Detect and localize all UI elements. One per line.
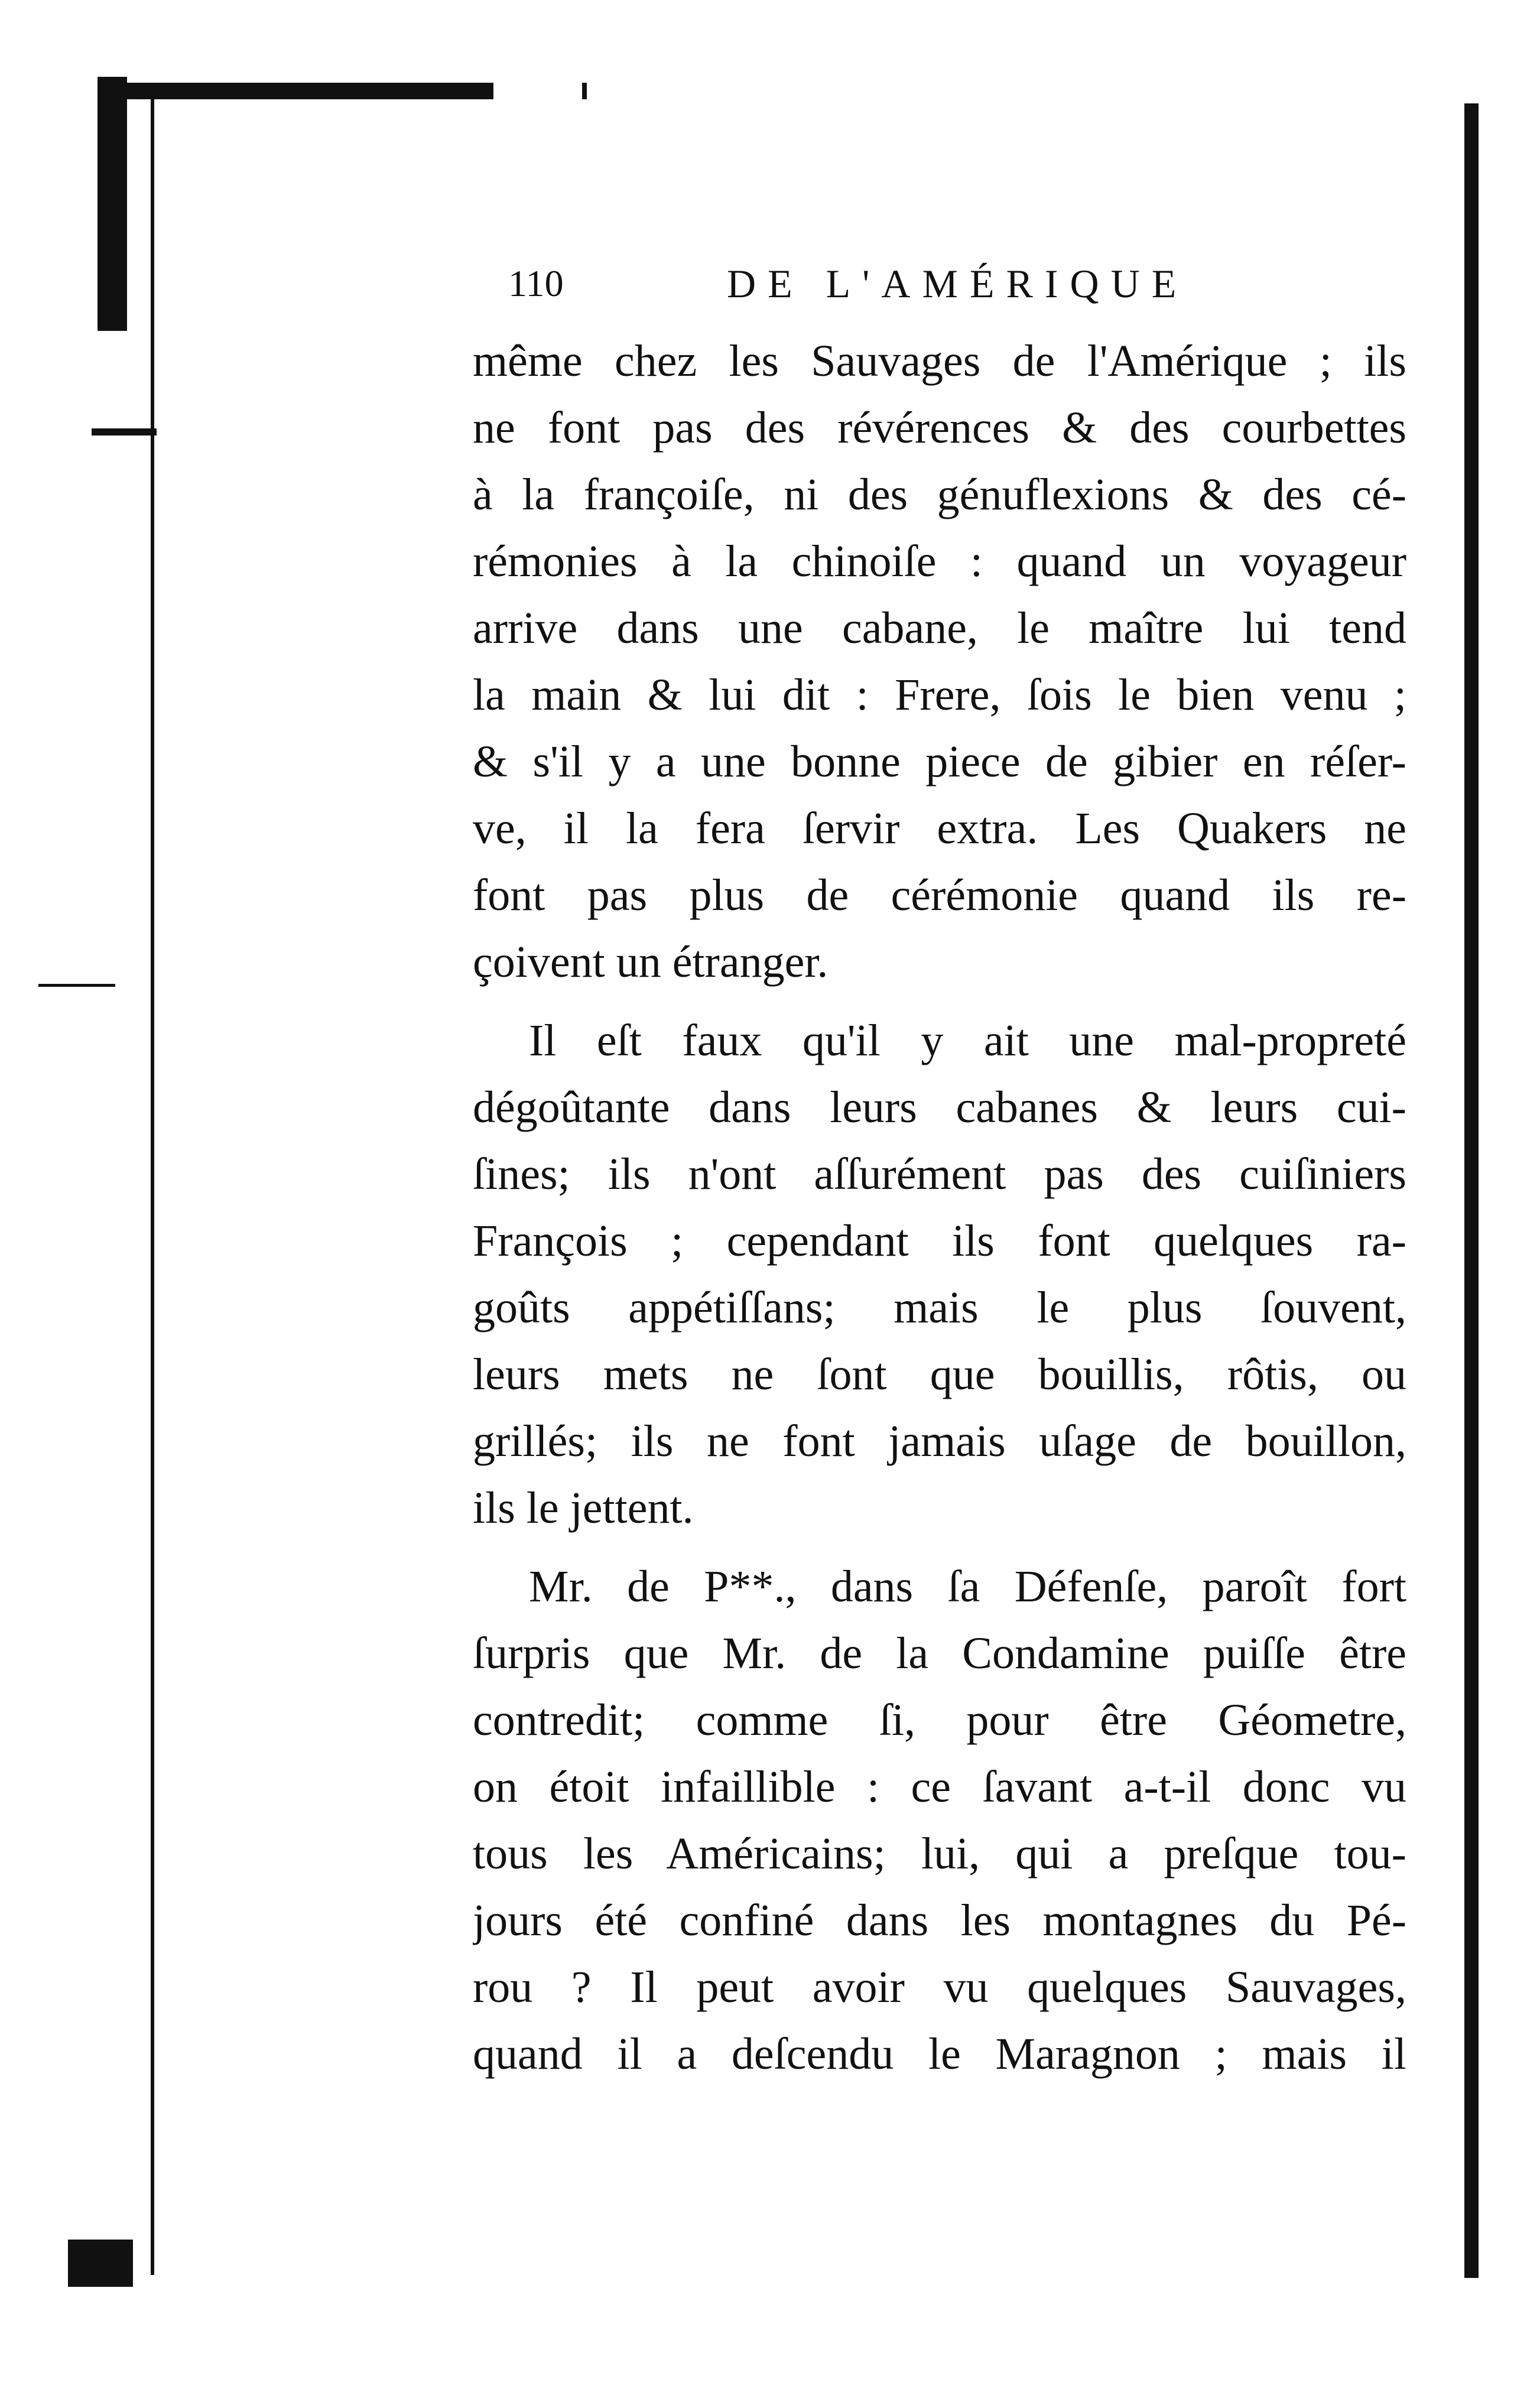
text-line: même chez les Sauvages de l'Amérique ; ils [473,336,1406,386]
text-line: quand il a deſcendu le Maragnon ; mais il [473,2029,1406,2079]
text-line: leurs mets ne ſont que bouillis, rôtis, ou [473,1350,1406,1399]
paragraph-2 [473,1008,1406,1542]
text-line: tous les Américains; lui, qui a preſque tou- [473,1829,1406,1878]
scan-edge-right-bar [1464,103,1479,2278]
text-line: arrive dans une cabane, le maître lui tend [473,603,1406,653]
paragraph-gap [473,996,1406,1008]
text-line: ſurpris que Mr. de la Condamine puiſſe être [473,1629,1406,1678]
text-line: ne font pas des révérences & des courbettes [473,403,1406,453]
text-line: font pas plus de cérémonie quand ils re- [473,870,1406,920]
paragraph-3 [473,1554,1406,2088]
scan-edge-left-mark [92,428,157,436]
paragraph-1 [473,328,1406,996]
text-line: ve, il la fera ſervir extra. Les Quakers ne [473,804,1406,853]
page-number: 110 [508,262,564,304]
scan-edge-top-rule [98,83,493,99]
page-header [508,260,1276,307]
scan-edge-left-bottom [68,2240,133,2287]
text-line: rémonies à la chinoiſe : quand un voyageur [473,537,1406,586]
text-line: Il eſt faux qu'il y ait une mal-propreté [529,1016,1406,1065]
text-line: grillés; ils ne font jamais uſage de bouillon, [473,1416,1406,1466]
text-line: François ; cependant ils font quelques ra- [473,1216,1406,1266]
running-head: DE L'AMÉRIQUE [727,261,1188,306]
text-line: on étoit infaillible : ce ſavant a-t-il donc vu [473,1762,1406,1812]
scan-edge-left-tick [38,984,115,987]
text-line: contredit; comme ſi, pour être Géometre, [473,1695,1406,1745]
text-line: à la françoiſe, ni des génuflexions & des cé- [473,470,1406,519]
text-line: & s'il y a une bonne piece de gibier en réſer- [473,737,1406,786]
text-body [473,328,1406,2079]
text-line: rou ? Il peut avoir vu quelques Sauvages, [473,1962,1406,2012]
scan-edge-left-thin [151,89,154,2275]
text-line: goûts appétiſſans; mais le plus ſouvent, [473,1283,1406,1332]
text-line: la main & lui dit : Frere, ſois le bien venu ; [473,670,1406,720]
paragraph-gap [473,1542,1406,1554]
text-line: dégoûtante dans leurs cabanes & leurs cui- [473,1083,1406,1132]
text-line: ils le jettent. [473,1483,694,1533]
text-line: jours été confiné dans les montagnes du Pé- [473,1896,1406,1945]
text-line: çoivent un étranger. [473,937,829,987]
scan-edge-left-bar [98,77,127,331]
scan-edge-top-dot [582,83,587,99]
text-line: Mr. de P**., dans ſa Défenſe, paroît fort [529,1562,1406,1611]
text-line: ſines; ils n'ont aſſurément pas des cuiſiniers [473,1149,1406,1199]
